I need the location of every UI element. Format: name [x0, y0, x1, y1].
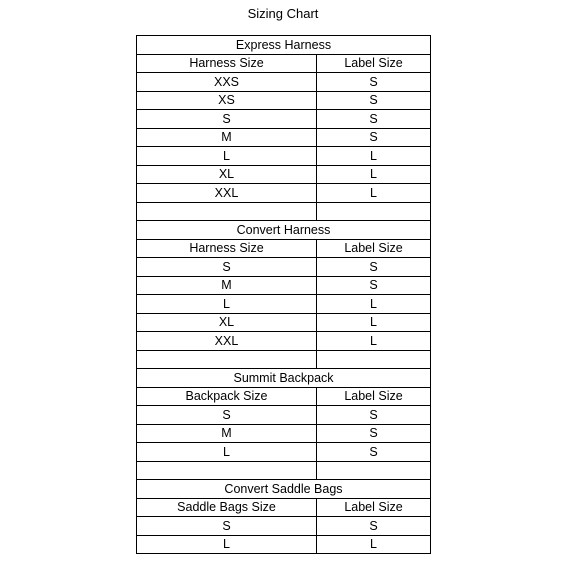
column-header-label-size: Label Size: [317, 498, 431, 517]
label-size-cell: L: [317, 147, 431, 166]
label-size-cell: L: [317, 184, 431, 203]
size-cell: XS: [137, 91, 317, 110]
column-header-size: Harness Size: [137, 54, 317, 73]
table-row: [137, 313, 431, 332]
size-cell: S: [137, 110, 317, 129]
label-size-cell: S: [317, 406, 431, 425]
table-row: [137, 332, 431, 351]
size-cell: S: [137, 258, 317, 277]
size-cell: L: [137, 147, 317, 166]
size-cell: L: [137, 535, 317, 554]
label-size-cell: S: [317, 276, 431, 295]
section-heading-row-express-harness: [137, 36, 431, 55]
table-row: [137, 443, 431, 462]
column-header-size: Backpack Size: [137, 387, 317, 406]
size-cell: L: [137, 443, 317, 462]
column-header-size: Harness Size: [137, 239, 317, 258]
size-cell: XL: [137, 165, 317, 184]
column-header-row: [137, 54, 431, 73]
table-row: [137, 406, 431, 425]
column-header-row: [137, 239, 431, 258]
table-row: [137, 535, 431, 554]
table-row: [137, 147, 431, 166]
section-heading-row-summit-backpack: [137, 369, 431, 388]
label-size-cell: S: [317, 424, 431, 443]
size-cell: XL: [137, 313, 317, 332]
section-heading-row-convert-harness: [137, 221, 431, 240]
section-heading: Summit Backpack: [137, 369, 431, 388]
section-heading: Convert Harness: [137, 221, 431, 240]
spacer-row: [137, 350, 431, 369]
label-size-cell: S: [317, 443, 431, 462]
table-row: [137, 424, 431, 443]
label-size-cell: L: [317, 165, 431, 184]
size-cell: S: [137, 517, 317, 536]
column-header-label-size: Label Size: [317, 239, 431, 258]
table-row: [137, 184, 431, 203]
table-row: [137, 91, 431, 110]
table-row: [137, 128, 431, 147]
table-row: [137, 517, 431, 536]
table-row: [137, 165, 431, 184]
table-row: [137, 276, 431, 295]
table-row: [137, 73, 431, 92]
label-size-cell: L: [317, 313, 431, 332]
size-cell: XXL: [137, 184, 317, 203]
table-row: [137, 258, 431, 277]
label-size-cell: L: [317, 295, 431, 314]
size-cell: L: [137, 295, 317, 314]
empty-cell: [317, 202, 431, 221]
empty-cell: [317, 461, 431, 480]
table-row: [137, 295, 431, 314]
empty-cell: [137, 350, 317, 369]
label-size-cell: S: [317, 517, 431, 536]
column-header-size: Saddle Bags Size: [137, 498, 317, 517]
label-size-cell: S: [317, 110, 431, 129]
label-size-cell: S: [317, 73, 431, 92]
table-row: [137, 110, 431, 129]
spacer-row: [137, 461, 431, 480]
size-cell: M: [137, 424, 317, 443]
column-header-label-size: Label Size: [317, 387, 431, 406]
empty-cell: [137, 202, 317, 221]
column-header-row: [137, 498, 431, 517]
size-cell: M: [137, 276, 317, 295]
size-cell: XXS: [137, 73, 317, 92]
sizing-table: [136, 35, 431, 554]
column-header-label-size: Label Size: [317, 54, 431, 73]
size-cell: XXL: [137, 332, 317, 351]
section-heading-row-convert-saddle-bags: [137, 480, 431, 499]
sizing-table-body: [137, 36, 431, 554]
label-size-cell: L: [317, 535, 431, 554]
empty-cell: [317, 350, 431, 369]
column-header-row: [137, 387, 431, 406]
size-cell: S: [137, 406, 317, 425]
label-size-cell: S: [317, 128, 431, 147]
spacer-row: [137, 202, 431, 221]
section-heading: Express Harness: [137, 36, 431, 55]
label-size-cell: S: [317, 91, 431, 110]
label-size-cell: L: [317, 332, 431, 351]
size-cell: M: [137, 128, 317, 147]
page-title: Sizing Chart: [247, 6, 319, 21]
label-size-cell: S: [317, 258, 431, 277]
empty-cell: [137, 461, 317, 480]
section-heading: Convert Saddle Bags: [137, 480, 431, 499]
